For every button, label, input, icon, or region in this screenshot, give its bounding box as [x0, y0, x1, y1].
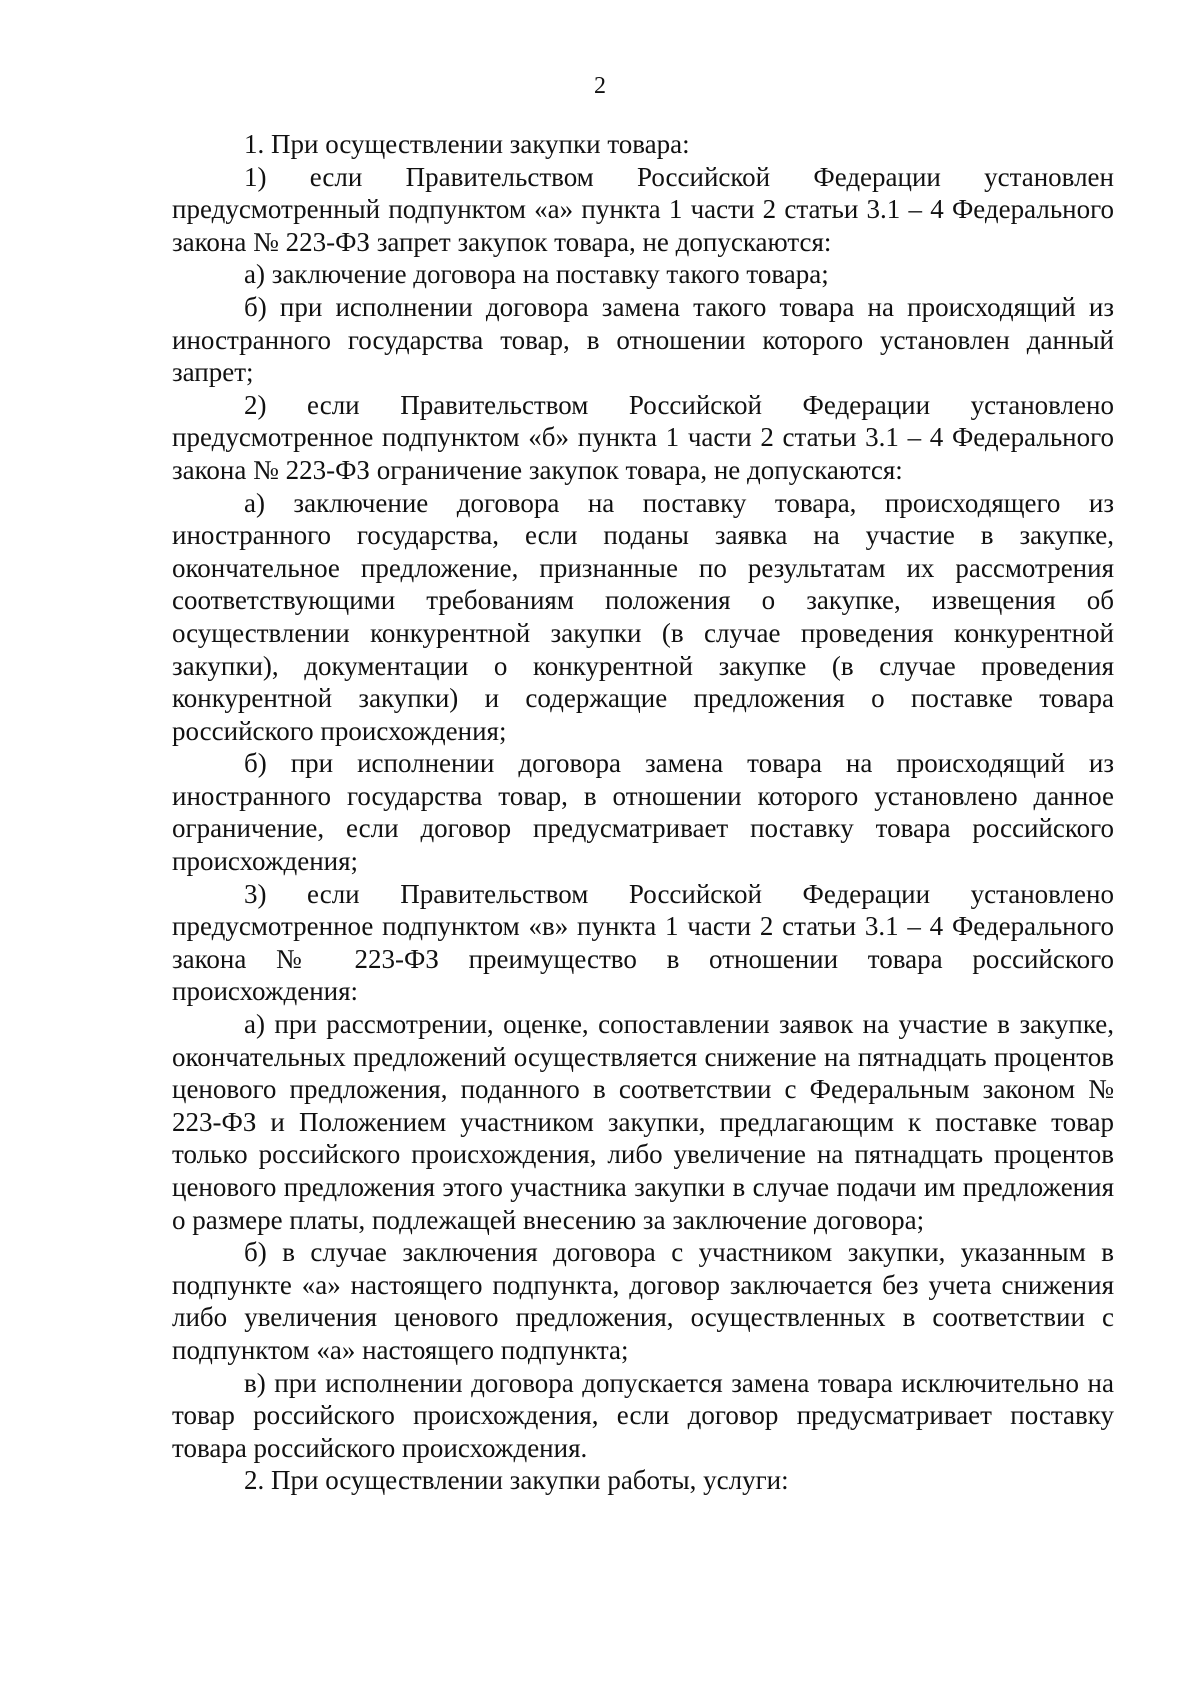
paragraph-item-3c: в) при исполнении договора допускается замена товара исключительно на товар российского происхождения, если договор предусматривает поставку товара российского происхождения.: [172, 1367, 1114, 1463]
paragraph-item-1b: б) при исполнении договора замена такого товара на происходящий из иностранного государства товар, в отношении которого установлен данный запрет;: [172, 291, 1114, 388]
paragraph-item-2b: б) при исполнении договора замена товара на происходящий из иностранного государства товар, в отношении которого установлено данное ограничение, если договор предусматривает поставку товара российского происхождения;: [172, 748, 1114, 877]
paragraph-item-1a: а) заключение договора на поставку такого товара;: [244, 259, 829, 290]
page-number: 2: [594, 73, 606, 99]
paragraph-item-2-restriction: 2) если Правительством Российской Федерации установлено предусмотренное подпунктом «б» пункта 1 части 2 статьи 3.1 – 4 Федерального закона № 223-ФЗ ограничение закупок товара, не допускаются:: [172, 389, 1114, 485]
paragraph-item-3b: б) в случае заключения договора с участником закупки, указанным в подпункте «а» настоящего подпункта, договор заключается без учета снижения либо увеличения ценового предложения, осуществленных в соответствии с подпунктом «а» настоящего подпункта;: [172, 1237, 1114, 1365]
paragraph-section-1-heading: 1. При осуществлении закупки товара:: [244, 129, 690, 159]
paragraph-item-1-ban: 1) если Правительством Российской Федерации установлен предусмотренный подпунктом «а» пункта 1 части 2 статьи 3.1 – 4 Федерального закона № 223-ФЗ запрет закупок товара, не допускаются:: [172, 161, 1114, 257]
paragraph-item-3-advantage: 3) если Правительством Российской Федерации установлено предусмотренное подпунктом «в» пункта 1 части 2 статьи 3.1 – 4 Федерального закона № 223-ФЗ преимущество в отношении товара российского происхождения:: [172, 878, 1114, 1007]
document-body: [172, 128, 1114, 1497]
paragraph-item-2a: а) заключение договора на поставку товара, происходящего из иностранного государства, если поданы заявка на участие в закупке, окончательное предложение, признанные по результатам их рассмотрения соответствующими требованиям положения о закупке, извещения об осуществлении конкурентной закупки (в случае проведения конкурентной закупки), документации о конкурентной закупке (в случае проведения конкурентной закупки) и содержащие предложения о поставке товара российского происхождения;: [172, 487, 1114, 746]
paragraph-item-3a: а) при рассмотрении, оценке, сопоставлении заявок на участие в закупке, окончательных предложений осуществляется снижение на пятнадцать процентов ценового предложения, поданного в соответствии с Федеральным законом № 223-ФЗ и Положением участником закупки, предлагающим к поставке товар только российского происхождения, либо увеличение на пятнадцать процентов ценового предложения этого участника закупки в случае подачи им предложения о размере платы, подлежащей внесению за заключение договора;: [172, 1009, 1114, 1235]
paragraph-section-2-heading: 2. При осуществлении закупки работы, услуги:: [244, 1465, 789, 1496]
